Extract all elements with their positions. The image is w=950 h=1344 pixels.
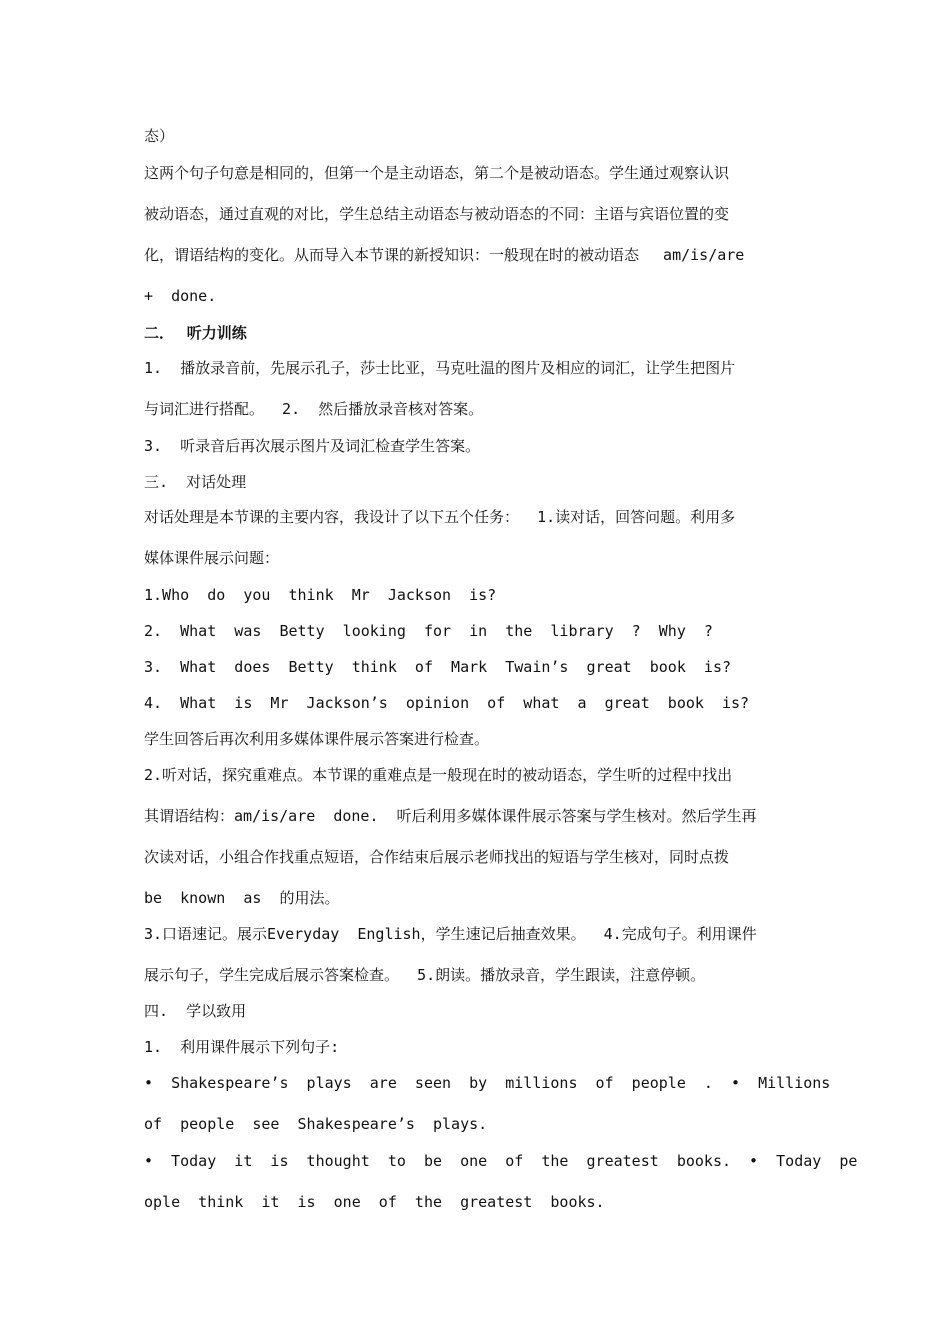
text-line: 与词汇进行搭配。 2. 然后播放录音核对答案。 <box>144 400 484 418</box>
text-line: 1. 播放录音前，先展示孔子，莎士比亚，马克吐温的图片及相应的词汇，让学生把图片 <box>144 359 736 377</box>
example-line: of people see Shakespeare’s plays. <box>144 1115 488 1133</box>
example-line: • Shakespeare’s plays are seen by millions of people . • Millions <box>144 1074 831 1092</box>
text-line: 3.口语速记。展示Everyday English，学生速记后抽查效果。 4.完成句子。利用课件 <box>144 925 757 943</box>
example-line: • Today it is thought to be one of the greatest books. • Today pe <box>144 1152 858 1170</box>
text-line: 其谓语结构：am/is/are done. 听后利用多媒体课件展示答案与学生核对。然后学生再 <box>144 807 757 825</box>
section-heading: 三. 对话处理 <box>144 473 247 491</box>
text-line: 2.听对话，探究重难点。本节课的重难点是一般现在时的被动语态，学生听的过程中找出 <box>144 766 733 784</box>
text-line: + done. <box>144 287 217 305</box>
section-heading: 二． 听力训练 <box>144 324 247 342</box>
text-line: 学生回答后再次利用多媒体课件展示答案进行检查。 <box>144 730 490 748</box>
text-line: 对话处理是本节课的主要内容，我设计了以下五个任务： 1.读对话，回答问题。利用多 <box>144 508 736 526</box>
text-line: be known as 的用法。 <box>144 889 340 907</box>
question-line: 3. What does Betty think of Mark Twain’s great book is? <box>144 658 731 676</box>
section-heading: 四. 学以致用 <box>144 1002 247 1020</box>
text-line: 1. 利用课件展示下列句子: <box>144 1038 340 1056</box>
text-line: 媒体课件展示问题： <box>144 549 280 567</box>
text-line: 态） <box>144 127 175 145</box>
question-line: 2. What was Betty looking for in the library ? Why ? <box>144 622 713 640</box>
text-line: 3. 听录音后再次展示图片及词汇检查学生答案。 <box>144 437 481 455</box>
text-line: 次读对话，小组合作找重点短语，合作结束后展示老师找出的短语与学生核对，同时点拨 <box>144 848 730 866</box>
text-line: 这两个句子句意是相同的，但第一个是主动语态，第二个是被动语态。学生通过观察认识 <box>144 164 730 182</box>
text-line: 被动语态，通过直观的对比，学生总结主动语态与被动语态的不同：主语与宾语位置的变 <box>144 205 730 223</box>
text-line: 展示句子，学生完成后展示答案检查。 5.朗读。播放录音，学生跟读，注意停顿。 <box>144 966 706 984</box>
example-line: ople think it is one of the greatest books. <box>144 1193 605 1211</box>
text-line: 化，谓语结构的变化。从而导入本节课的新授知识：一般现在时的被动语态 am/is/are <box>144 246 745 264</box>
question-line: 1.Who do you think Mr Jackson is? <box>144 586 497 604</box>
question-line: 4. What is Mr Jackson’s opinion of what a great book is? <box>144 694 750 712</box>
